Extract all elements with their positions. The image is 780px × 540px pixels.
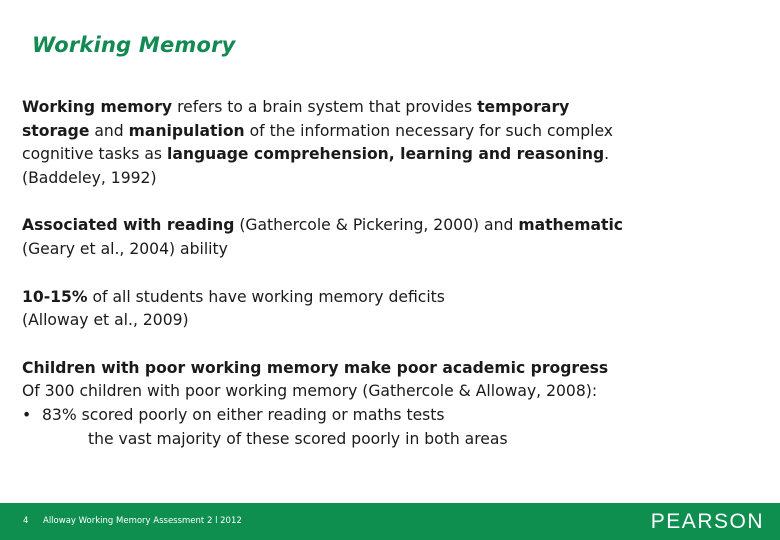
slide-title: Working Memory <box>32 33 236 57</box>
pearson-logo: PEARSON <box>650 510 764 533</box>
text: (Gathercole & Pickering, 2000) and <box>234 216 519 235</box>
paragraph-heading: Children with poor working memory make poor academic progress <box>22 358 609 377</box>
paragraph-definition <box>22 96 762 190</box>
bullet-icon: • <box>22 405 32 424</box>
text: of all students have working memory deficits <box>87 287 445 306</box>
slide-body <box>22 96 762 451</box>
indented-text: the vast majority of these scored poorly in both areas <box>88 429 508 448</box>
text-bold: mathematic <box>518 216 624 235</box>
bullet-text: 83% scored poorly on either reading or maths tests <box>42 405 445 424</box>
text: Of 300 children with poor working memory (Gathercole & Alloway, 2008): <box>22 382 598 401</box>
page-number: 4 <box>23 516 29 526</box>
text-bold: Working memory <box>22 98 173 116</box>
footer-caption: Alloway Working Memory Assessment 2 l 2012 <box>43 516 242 526</box>
text-bold: Associated with reading <box>22 216 235 235</box>
paragraph-association <box>22 214 762 261</box>
bullet-item <box>22 404 762 428</box>
text: refers to a brain system that provides <box>172 98 478 116</box>
text-bold: storage <box>22 121 90 140</box>
footer-bar <box>0 503 780 540</box>
citation: (Baddeley, 1992) <box>22 168 157 187</box>
citation: (Alloway et al., 2009) <box>22 311 189 330</box>
paragraph-progress <box>22 357 762 451</box>
text: . <box>604 145 610 164</box>
text-bold: temporary <box>477 98 570 116</box>
text: cognitive tasks as <box>22 145 167 164</box>
text: and <box>89 121 129 140</box>
text: of the information necessary for such complex <box>244 121 614 140</box>
text-bold: language comprehension, learning and reasoning <box>167 145 605 164</box>
text-bold: 10-15% <box>22 287 88 306</box>
paragraph-prevalence <box>22 286 762 333</box>
text: (Geary et al., 2004) ability <box>22 239 228 258</box>
text-bold: manipulation <box>128 121 245 140</box>
